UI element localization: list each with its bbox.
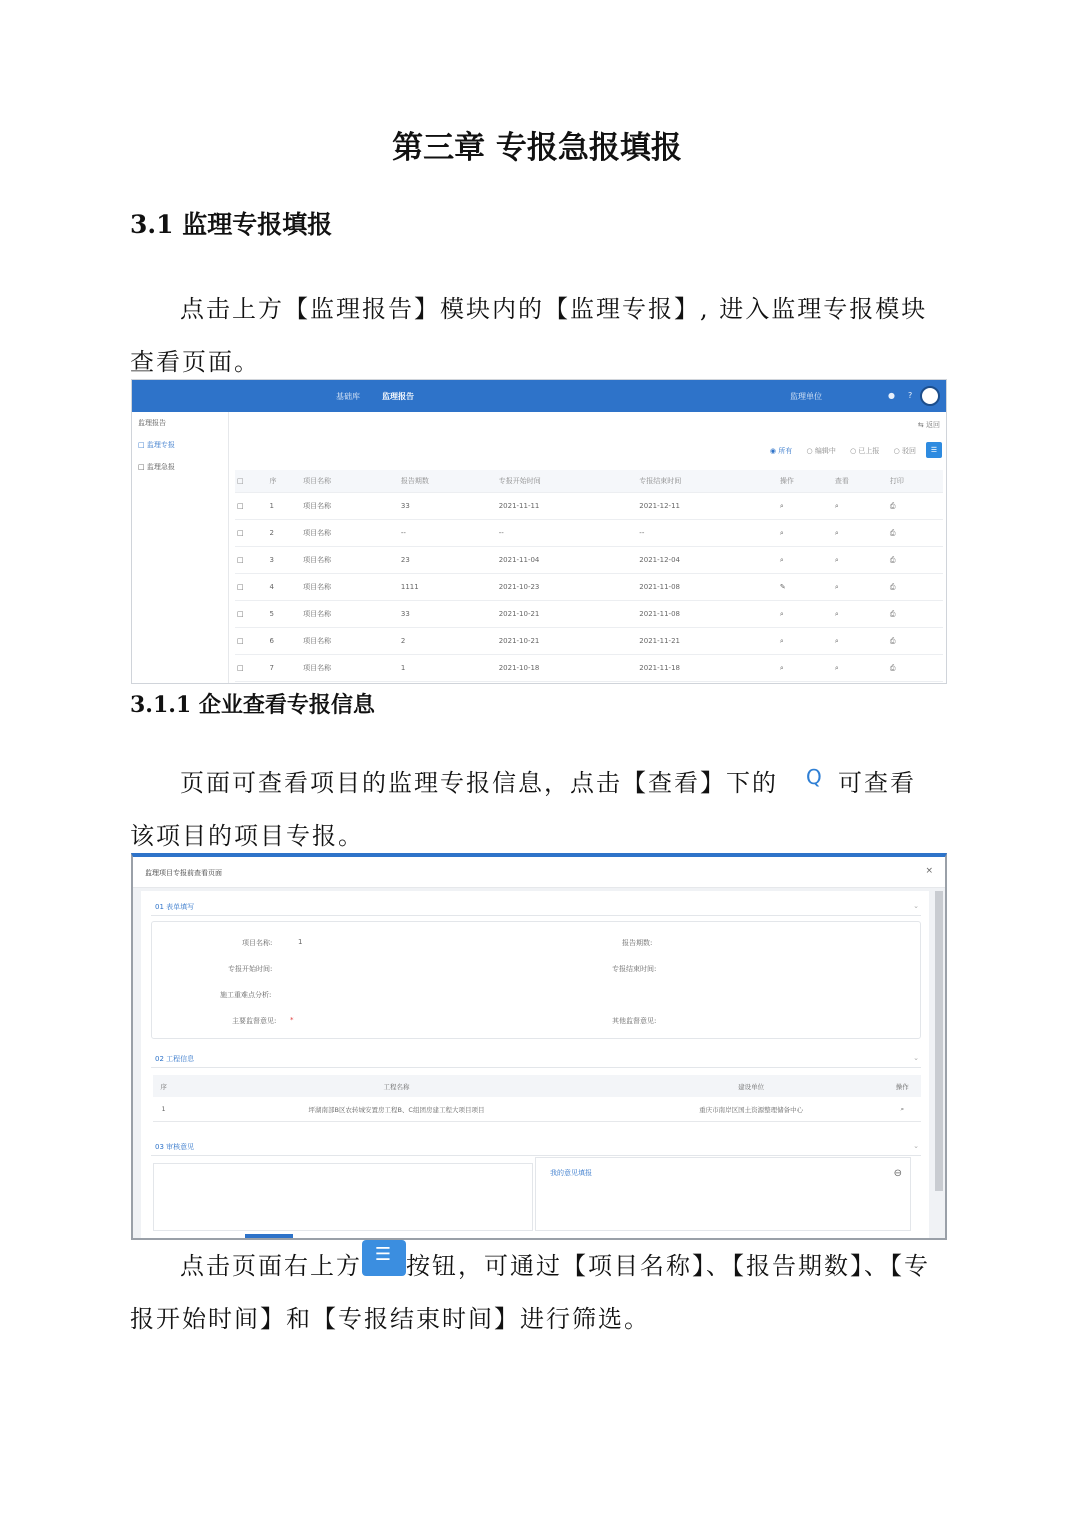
table-cell: 项目名称 <box>301 520 399 547</box>
row-action-icon[interactable]: ⌕ <box>833 601 888 628</box>
table-cell: 1 <box>267 493 301 520</box>
row-action-icon[interactable]: ⌕ <box>778 655 833 682</box>
paragraph-1-line-1: 点击上方【监理报告】模块内的【监理专报】, 进入监理专报模块 <box>180 295 928 323</box>
chevron-down-icon[interactable]: ⌄ <box>913 1142 919 1150</box>
chevron-down-icon[interactable]: ⌄ <box>913 1054 919 1062</box>
sidebar-title: 监理报告 <box>138 419 166 427</box>
table-cell: 项目名称 <box>301 547 399 574</box>
status-radio-group <box>758 446 916 456</box>
row-action-icon[interactable]: ⌕ <box>833 655 888 682</box>
row-action-icon[interactable]: ⌕ <box>778 547 833 574</box>
paragraph-3-text-b: 按钮，可通过【项目名称】、【报告期数】、【专 <box>406 1252 930 1280</box>
back-button[interactable]: ⇆ 返回 <box>917 421 940 429</box>
row-action-icon[interactable]: ⌕ <box>833 520 888 547</box>
table-cell: 项目名称 <box>301 601 399 628</box>
table-cell: 23 <box>399 547 497 574</box>
radio-all[interactable]: ◉ 所有 <box>769 447 793 455</box>
report-list-screenshot <box>131 379 947 684</box>
cell-index: 1 <box>153 1097 174 1122</box>
row-action-icon[interactable]: ⌕ <box>778 520 833 547</box>
avatar[interactable] <box>920 386 940 406</box>
paragraph-2-line-2: 该项目的项目专报。 <box>130 822 364 850</box>
table-cell: 33 <box>399 601 497 628</box>
table-cell: 2021-10-23 <box>497 574 638 601</box>
radio-rejected[interactable]: ○ 驳回 <box>893 447 916 455</box>
table-cell: 2021-11-04 <box>497 547 638 574</box>
row-checkbox[interactable]: □ <box>235 655 267 682</box>
tab-indicator <box>245 1234 293 1238</box>
project-name-value: 1 <box>298 938 303 946</box>
row-action-icon[interactable]: ⎙ <box>888 601 943 628</box>
radio-submitted[interactable]: ○ 已上报 <box>850 447 880 455</box>
section-form-title: 01 表单填写 <box>155 903 195 911</box>
table-cell: 2 <box>399 628 497 655</box>
review-panel <box>535 1157 911 1231</box>
chapter-title: 第三章 专报急报填报 <box>392 130 682 166</box>
table-cell: 33 <box>399 493 497 520</box>
table-cell: 6 <box>267 628 301 655</box>
table-cell: 1 <box>399 655 497 682</box>
end-time-label: 专报结束时间: <box>612 965 657 973</box>
table-cell: -- <box>637 520 778 547</box>
table-row <box>235 574 943 601</box>
nav-basic-library[interactable]: 基础库 <box>336 392 360 401</box>
bell-icon[interactable]: ● <box>888 391 895 400</box>
table-row <box>235 655 943 682</box>
row-action-icon[interactable]: ⌕ <box>778 628 833 655</box>
col-project-name: 工程名称 <box>174 1075 619 1097</box>
row-action-icon[interactable]: ⌕ <box>833 628 888 655</box>
table-row <box>235 547 943 574</box>
row-action-icon[interactable]: ⎙ <box>888 574 943 601</box>
section-project-title: 02 工程信息 <box>155 1055 195 1063</box>
table-cell: 3 <box>267 547 301 574</box>
project-table <box>153 1075 921 1122</box>
other-issue-label: 其他监督意见: <box>612 1017 657 1025</box>
table-row <box>235 493 943 520</box>
sidebar-item-special-report[interactable]: □ 监理专报 <box>138 441 175 449</box>
column-header: 项目名称 <box>301 470 399 493</box>
table-cell: -- <box>497 520 638 547</box>
row-action-icon[interactable]: ✎ <box>778 574 833 601</box>
section-review[interactable] <box>151 1137 921 1156</box>
table-cell: 7 <box>267 655 301 682</box>
nav-supervision-report[interactable]: 监理报告 <box>382 392 414 401</box>
row-action-icon[interactable]: ⎙ <box>888 493 943 520</box>
table-cell: 2021-12-04 <box>637 547 778 574</box>
collapse-icon[interactable]: ⊖ <box>893 1168 902 1179</box>
table-cell: 2021-11-11 <box>497 493 638 520</box>
review-label[interactable]: 我的意见填报 <box>550 1169 592 1177</box>
sidebar <box>132 412 229 683</box>
table-cell: 4 <box>267 574 301 601</box>
cell-project-name: 坪湖南部B区农转城安置房工程B、C组团房建工程大项目项目 <box>174 1097 619 1122</box>
filter-search-icon: ☰ <box>362 1240 406 1276</box>
report-table <box>235 470 943 682</box>
table-cell: 2 <box>267 520 301 547</box>
comment-textarea[interactable] <box>153 1163 533 1231</box>
table-cell: 2021-11-18 <box>637 655 778 682</box>
table-row <box>235 628 943 655</box>
filter-button[interactable]: ☰ <box>926 442 942 458</box>
required-mark: * <box>290 1016 294 1024</box>
table-cell: 2021-11-21 <box>637 628 778 655</box>
column-header: 专报开始时间 <box>497 470 638 493</box>
column-header: 报告期数 <box>399 470 497 493</box>
table-cell: 项目名称 <box>301 655 399 682</box>
row-action-icon[interactable]: ⌕ <box>833 493 888 520</box>
dialog-header <box>133 857 945 888</box>
table-cell: 2021-12-11 <box>637 493 778 520</box>
subsection-title: 3.1.1 企业查看专报信息 <box>130 692 375 718</box>
table-cell: 项目名称 <box>301 628 399 655</box>
row-action-icon[interactable]: ⎙ <box>888 520 943 547</box>
app-topbar <box>132 380 946 412</box>
table-cell: 5 <box>267 601 301 628</box>
row-checkbox[interactable]: □ <box>235 601 267 628</box>
column-header: □ <box>235 470 267 493</box>
row-action-icon[interactable]: ⌕ <box>833 574 888 601</box>
column-header: 专报结束时间 <box>637 470 778 493</box>
row-action-icon[interactable]: ⎙ <box>888 655 943 682</box>
help-icon[interactable]: ? <box>908 391 913 400</box>
table-cell: 2021-11-08 <box>637 601 778 628</box>
col-action: 操作 <box>884 1075 921 1097</box>
table-row <box>153 1097 921 1122</box>
column-header: 查看 <box>833 470 888 493</box>
report-period-label: 报告期数: <box>622 939 653 947</box>
table-cell: 2021-10-21 <box>497 628 638 655</box>
table-cell: -- <box>399 520 497 547</box>
table-cell: 2021-11-08 <box>637 574 778 601</box>
row-action-icon[interactable]: ⌕ <box>833 547 888 574</box>
row-checkbox[interactable]: □ <box>235 574 267 601</box>
paragraph-3-text-a: 点击页面右上方 <box>180 1252 362 1280</box>
table-cell: 项目名称 <box>301 493 399 520</box>
paragraph-3 <box>130 1240 945 1346</box>
section-form[interactable] <box>151 897 921 916</box>
project-name-label: 项目名称: <box>242 939 273 947</box>
column-header: 打印 <box>888 470 943 493</box>
table-row <box>235 601 943 628</box>
row-action-icon[interactable]: ⎙ <box>888 628 943 655</box>
sidebar-item-urgent-report[interactable]: □ 监理急报 <box>138 463 175 471</box>
paragraph-2-text-b: 可查看 <box>838 769 916 797</box>
section-project[interactable] <box>151 1049 921 1068</box>
cell-builder: 重庆市南岸区国土资源整理储备中心 <box>619 1097 884 1122</box>
report-detail-screenshot <box>131 853 947 1240</box>
unit-label: 监理单位 <box>790 392 822 401</box>
main-content <box>229 412 946 683</box>
row-checkbox[interactable]: □ <box>235 493 267 520</box>
dialog-title: 监理项目专报前查看页面 <box>145 869 222 877</box>
row-action-icon[interactable]: ⌕ <box>778 493 833 520</box>
table-cell: 1111 <box>399 574 497 601</box>
col-builder: 建设单位 <box>619 1075 884 1097</box>
paragraph-1 <box>130 283 945 389</box>
main-issue-label: 主要监督意见: <box>232 1017 277 1025</box>
search-icon[interactable]: ⌕ <box>884 1097 921 1122</box>
paragraph-2-text-a: 页面可查看项目的监理专报信息，点击【查看】下的 <box>180 769 778 797</box>
paragraph-3-line-2: 报开始时间】和【专报结束时间】进行筛选。 <box>130 1305 650 1333</box>
chevron-down-icon[interactable]: ⌄ <box>913 902 919 910</box>
section-title: 3.1 监理专报填报 <box>130 210 333 239</box>
row-checkbox[interactable]: □ <box>235 520 267 547</box>
column-header: 操作 <box>778 470 833 493</box>
table-cell: 2021-10-21 <box>497 601 638 628</box>
radio-editing[interactable]: ○ 编辑中 <box>806 447 836 455</box>
table-cell: 项目名称 <box>301 574 399 601</box>
start-time-label: 专报开始时间: <box>228 965 273 973</box>
scrollbar[interactable] <box>935 891 943 1191</box>
dialog-body <box>141 891 929 1238</box>
column-header: 序 <box>267 470 301 493</box>
form-box <box>151 921 921 1039</box>
row-action-icon[interactable]: ⌕ <box>778 601 833 628</box>
analysis-label: 施工重难点分析: <box>220 991 272 999</box>
paragraph-2 <box>130 757 945 863</box>
section-review-title: 03 审核意见 <box>155 1143 195 1151</box>
table-cell: 2021-10-18 <box>497 655 638 682</box>
close-icon[interactable]: × <box>925 866 933 876</box>
row-checkbox[interactable]: □ <box>235 547 267 574</box>
row-checkbox[interactable]: □ <box>235 628 267 655</box>
paragraph-1-line-2: 查看页面。 <box>130 348 260 376</box>
search-icon: Q <box>806 764 824 789</box>
row-action-icon[interactable]: ⎙ <box>888 547 943 574</box>
table-row <box>235 520 943 547</box>
col-index: 序 <box>153 1075 174 1097</box>
